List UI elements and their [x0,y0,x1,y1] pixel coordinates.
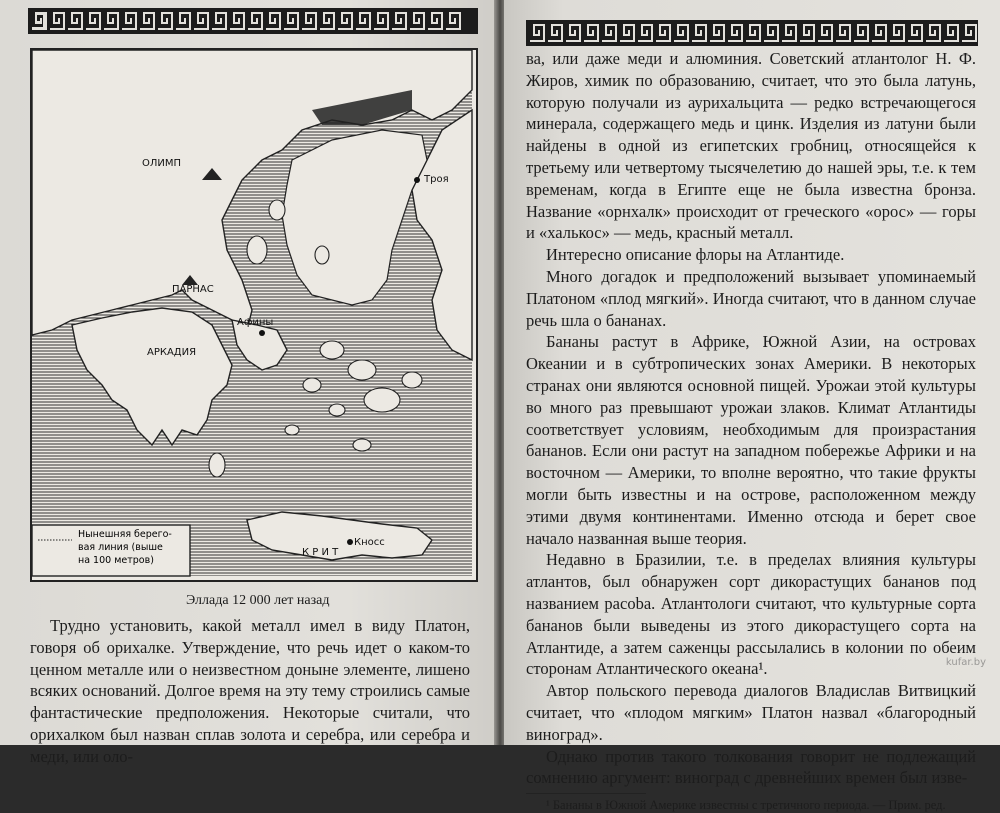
paragraph: Недавно в Бразилии, т.е. в пределах влияния культуры атлантов, был обнаружен сорт дикорастущих бананов под названием pacoba. Атлантологи считают, что культурные сорта бананов были выведены из этого дикорастущего сорта на Атлантиде, а затем саженцы рассылались в колонии по обеим сторонам Атлантического океана¹. [526,550,976,679]
footnote-rule [526,793,646,794]
city-troy-icon [414,177,420,183]
label-afiny: Афины [237,317,274,328]
label-arkadia: АРКАДИЯ [147,347,197,358]
legend-line-1: Нынешняя берего- [78,529,172,540]
label-olimp: ОЛИМП [142,158,182,169]
right-text-block [526,48,976,813]
paragraph: Трудно установить, какой металл имел в виду Платон, говоря об орихалке. Утверждение, что речь идет о каком-то ценном металле или о неизвестном донынe элементе, лишено всяких оснований. Долгое время на эту тему строились самые фантастические предположения. Некоторые считали, что орихалком был назван сплав золота и серебра, или серебра и меди, или оло- [30,616,470,766]
paragraph: Много догадок и предположений вызывает упоминаемый Платоном «плод мягкий». Иногда считают, что в данном случае речь шла о бананах. [526,266,976,330]
label-knoss: Кносс [354,537,385,548]
label-krit: К Р И Т [302,547,339,558]
paragraph: Интересно описание флоры на Атлантиде. [546,245,845,265]
map-caption: Эллада 12 000 лет назад [186,593,330,608]
footnote: ¹ Бананы в Южной Америке известны с третичного периода. — Прим. ред. [546,798,946,813]
city-knossos-icon [347,539,353,545]
paragraph: Однако против такого толкования говорит не подлежащий сомнению аргумент: виноград с древнейших времен был изве- [526,746,976,788]
label-troya: Троя [424,174,449,185]
left-text-block [30,615,470,768]
paragraph: Автор польского перевода диалогов Владислав Витвицкий считает, что «плодом мягким» Платон назвал «благородный виноград». [526,681,976,744]
paragraph: Бананы растут в Африке, Южной Азии, на островах Океании и в субтропических зонах Америки. В некоторых странах они являются основной пищей. Урожаи этой культуры во много раз превышают урожаи злаков. Климат Атлантиды соответствует условиям, необходимым для произрастания бананов. Если они растут на западном побережье Африки и на восточном — Америки, то вполне вероятно, что такие фрукты могли быть известны и на острове, расположенном между этими двумя континентами. Именно отсюда и берет свое начало названная выше теория. [526,332,976,548]
city-athens-icon [259,330,265,336]
meander-border-left [28,8,478,34]
left-page [0,0,496,766]
map-ancient-hellas [30,48,478,582]
label-parnas: ПАРНАС [172,284,214,295]
paragraph: ва, или даже меди и алюминия. Советский атлантолог Н. Ф. Жиров, химик по образованию, считает, что это была латунь, которую получали из аурихальцита — редко встречающегося минерала, содержащего медь и цинк. Изделия из латуни были найдены в одной из египетских гробниц, относящейся к третьему или четвертому тысячелетию до нашей эры, т.е. к тем временам, когда в Египте еще не была известна бронза. Название «орнхалк» происходит от греческого «орос» — горы и «халькос» — медь, красный металл. [526,49,976,243]
meander-border-right [526,20,978,46]
legend-line-3: на 100 метров) [78,555,154,566]
legend-line-2: вая линия (выше [78,542,163,553]
map-drawing [32,50,472,576]
right-page [504,0,1000,813]
watermark: kufar.by [945,657,986,668]
